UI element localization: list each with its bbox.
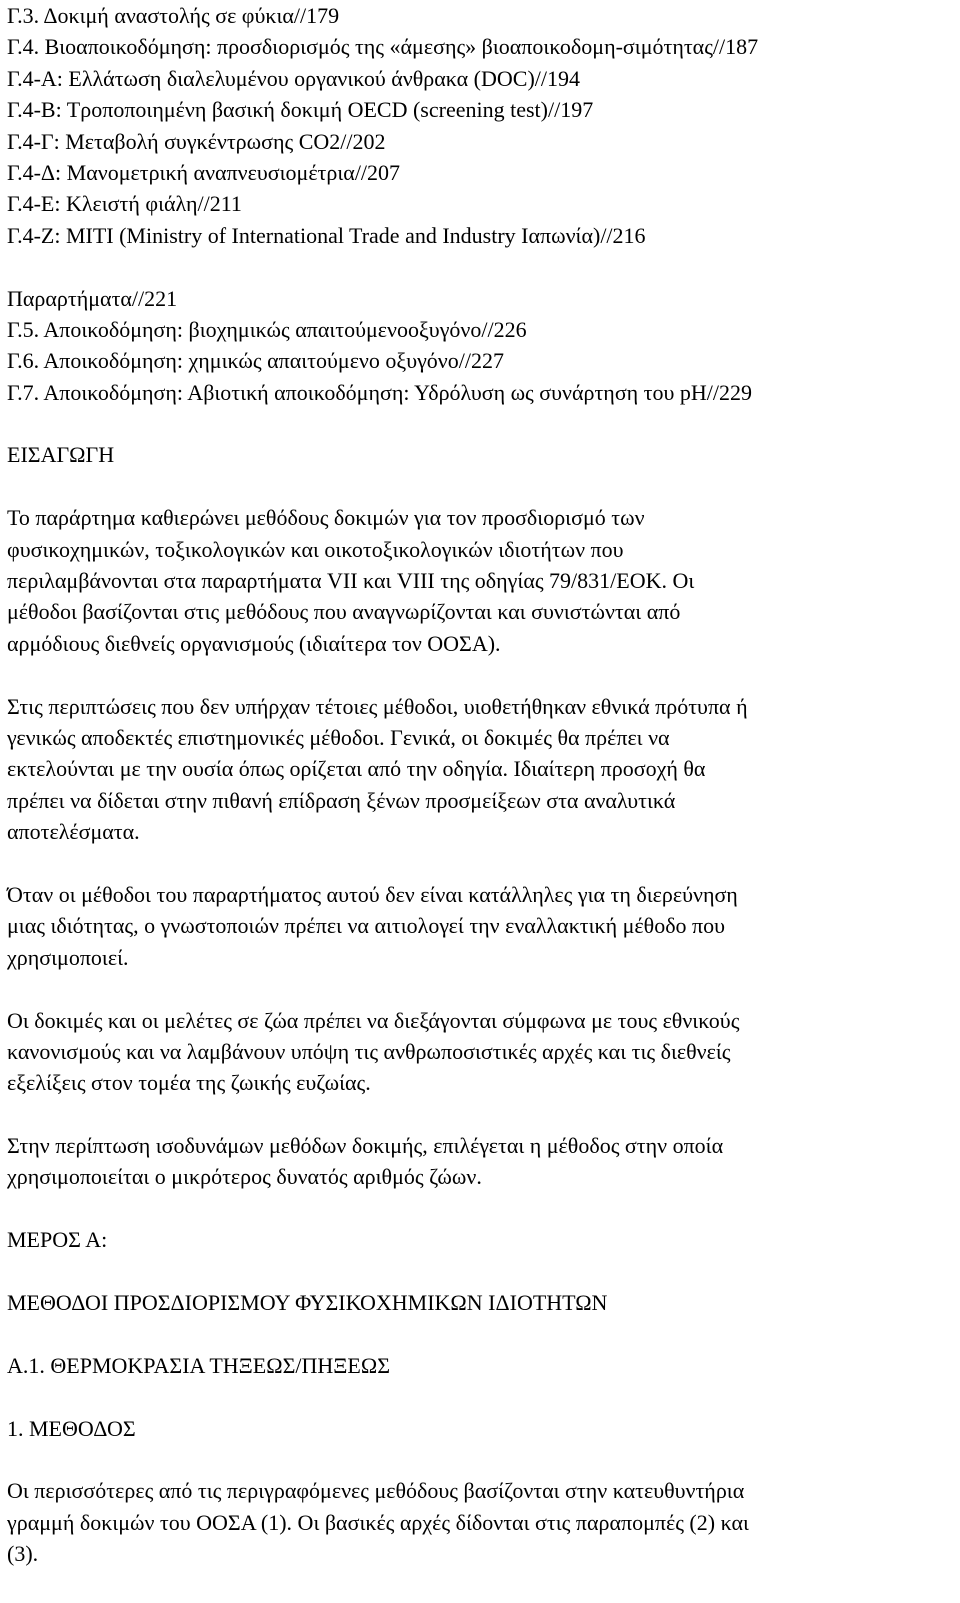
appendix-entry: Γ.7. Αποικοδόμηση: Αβιοτική αποικοδόμηση: Υδρόλυση ως συνάρτηση του pH//229 xyxy=(7,379,753,405)
toc-entry: Γ.4-Ζ: MITI (Ministry of International Trade and Industry Ιαπωνία)//216 xyxy=(7,222,646,248)
paragraph-line: Οι περισσότερες από τις περιγραφόμενες μεθόδους βασίζονται στην κατευθυντήρια xyxy=(7,1478,745,1504)
spacer xyxy=(7,1256,952,1287)
paragraph-equivalent xyxy=(7,1130,952,1193)
intro-heading: ΕΙΣΑΓΩΓΗ xyxy=(7,442,115,468)
paragraph-line: γραμμή δοκιμών του ΟΟΣΑ (1). Οι βασικές αρχές δίδονται στις παραπομπές (2) και xyxy=(7,1509,749,1535)
paragraph-animals xyxy=(7,1005,952,1099)
paragraph-intro xyxy=(7,502,952,659)
paragraph-line: εξελίξεις στον τομέα της ζωικής ευζωίας. xyxy=(7,1070,371,1096)
appendix-entry: Γ.5. Αποικοδόμηση: βιοχημικώς απαιτούμενοοξυγόνο//226 xyxy=(7,316,527,342)
spacer xyxy=(7,251,952,282)
spacer xyxy=(7,1099,952,1130)
spacer xyxy=(7,1381,952,1412)
toc-entry: Γ.4-Ε: Κλειστή φιάλη//211 xyxy=(7,191,242,217)
paragraph-line: εκτελούνται με την ουσία όπως ορίζεται από την οδηγία. Ιδιαίτερη προσοχή θα xyxy=(7,756,706,782)
spacer xyxy=(7,659,952,690)
paragraph-line: γενικώς αποδεκτές επιστημονικές μέθοδοι. Γενικά, οι δοκιμές θα πρέπει να xyxy=(7,724,670,750)
paragraph-line: πρέπει να δίδεται στην πιθανή επίδραση ξένων προσμείξεων στα αναλυτικά xyxy=(7,787,676,813)
part-a-heading: ΜΕΡΟΣ Α: xyxy=(7,1227,108,1253)
paragraph-line: Στις περιπτώσεις που δεν υπήρχαν τέτοιες μέθοδοι, υιοθετήθηκαν εθνικά πρότυπα ή xyxy=(7,693,748,719)
spacer xyxy=(7,1318,952,1349)
paragraph-line: περιλαμβάνονται στα παραρτήματα VII και VIII της οδηγίας 79/831/ΕΟΚ. Οι xyxy=(7,568,695,594)
paragraph-line: αρμόδιους διεθνείς οργανισμούς (ιδιαίτερα τον ΟΟΣΑ). xyxy=(7,630,501,656)
paragraph-method xyxy=(7,1475,952,1569)
appendix-list xyxy=(7,283,952,409)
paragraph-line: κανονισμούς και να λαμβάνουν υπόψη τις ανθρωποσιστικές αρχές και τις διεθνείς xyxy=(7,1038,731,1064)
appendix-entry: Παραρτήματα//221 xyxy=(7,285,178,311)
toc-entry: Γ.4. Βιοαποικοδόμηση: προσδιορισμός της «άμεσης» βιοαποικοδομη-σιμότητας//187 xyxy=(7,34,759,60)
toc-entry: Γ.4-Β: Τροποποιημένη βασική δοκιμή OECD (screening test)//197 xyxy=(7,97,594,123)
part-a-title: ΜΕΘΟΔΟΙ ΠΡΟΣΔΙΟΡΙΣΜΟΥ ΦΥΣΙΚΟΧΗΜΙΚΩΝ ΙΔΙΟΤΗΤΩΝ xyxy=(7,1290,608,1316)
paragraph-line: Στην περίπτωση ισοδυνάμων μεθόδων δοκιμής, επιλέγεται η μέθοδος στην οποία xyxy=(7,1133,724,1159)
paragraph-line: φυσικοχημικών, τοξικολογικών και οικοτοξικολογικών ιδιοτήτων που xyxy=(7,536,624,562)
spacer xyxy=(7,1444,952,1475)
spacer xyxy=(7,471,952,502)
paragraph-line: (3). xyxy=(7,1541,39,1567)
paragraph-line: Οι δοκιμές και οι μελέτες σε ζώα πρέπει να διεξάγονται σύμφωνα με τους εθνικούς xyxy=(7,1007,740,1033)
section-a1-heading: Α.1. ΘΕΡΜΟΚΡΑΣΙΑ ΤΗΞΕΩΣ/ΠΗΞΕΩΣ xyxy=(7,1352,391,1378)
spacer xyxy=(7,408,952,439)
toc-entry: Γ.4-Γ: Μεταβολή συγκέντρωσης CO2//202 xyxy=(7,128,386,154)
spacer xyxy=(7,973,952,1004)
paragraph-line: χρησιμοποιείται ο μικρότερος δυνατός αριθμός ζώων. xyxy=(7,1164,482,1190)
paragraph-line: μιας ιδιότητας, ο γνωστοποιών πρέπει να αιτιολογεί την εναλλακτική μέθοδο που xyxy=(7,913,726,939)
method-heading: 1. ΜΕΘΟΔΟΣ xyxy=(7,1415,136,1441)
paragraph-standards xyxy=(7,691,952,848)
paragraph-line: Το παράρτημα καθιερώνει μεθόδους δοκιμών για τον προσδιορισμό των xyxy=(7,505,645,531)
document-page xyxy=(7,0,952,1570)
toc-entry: Γ.4-Α: Ελλάτωση διαλελυμένου οργανικού άνθρακα (DOC)//194 xyxy=(7,65,580,91)
paragraph-line: Όταν οι μέθοδοι του παραρτήματος αυτού δεν είναι κατάλληλες για τη διερεύνηση xyxy=(7,881,738,907)
toc-entry: Γ.4-Δ: Μανομετρική αναπνευσιομέτρια//207 xyxy=(7,159,401,185)
spacer xyxy=(7,848,952,879)
paragraph-line: χρησιμοποιεί. xyxy=(7,944,129,970)
appendix-entry: Γ.6. Αποικοδόμηση: χημικώς απαιτούμενο οξυγόνο//227 xyxy=(7,348,504,374)
paragraph-line: αποτελέσματα. xyxy=(7,819,140,845)
paragraph-alternative xyxy=(7,879,952,973)
paragraph-line: μέθοδοι βασίζονται στις μεθόδους που αναγνωρίζονται και συνιστώνται από xyxy=(7,599,681,625)
spacer xyxy=(7,1193,952,1224)
toc-entry: Γ.3. Δοκιμή αναστολής σε φύκια//179 xyxy=(7,3,340,28)
toc-list xyxy=(7,0,952,251)
